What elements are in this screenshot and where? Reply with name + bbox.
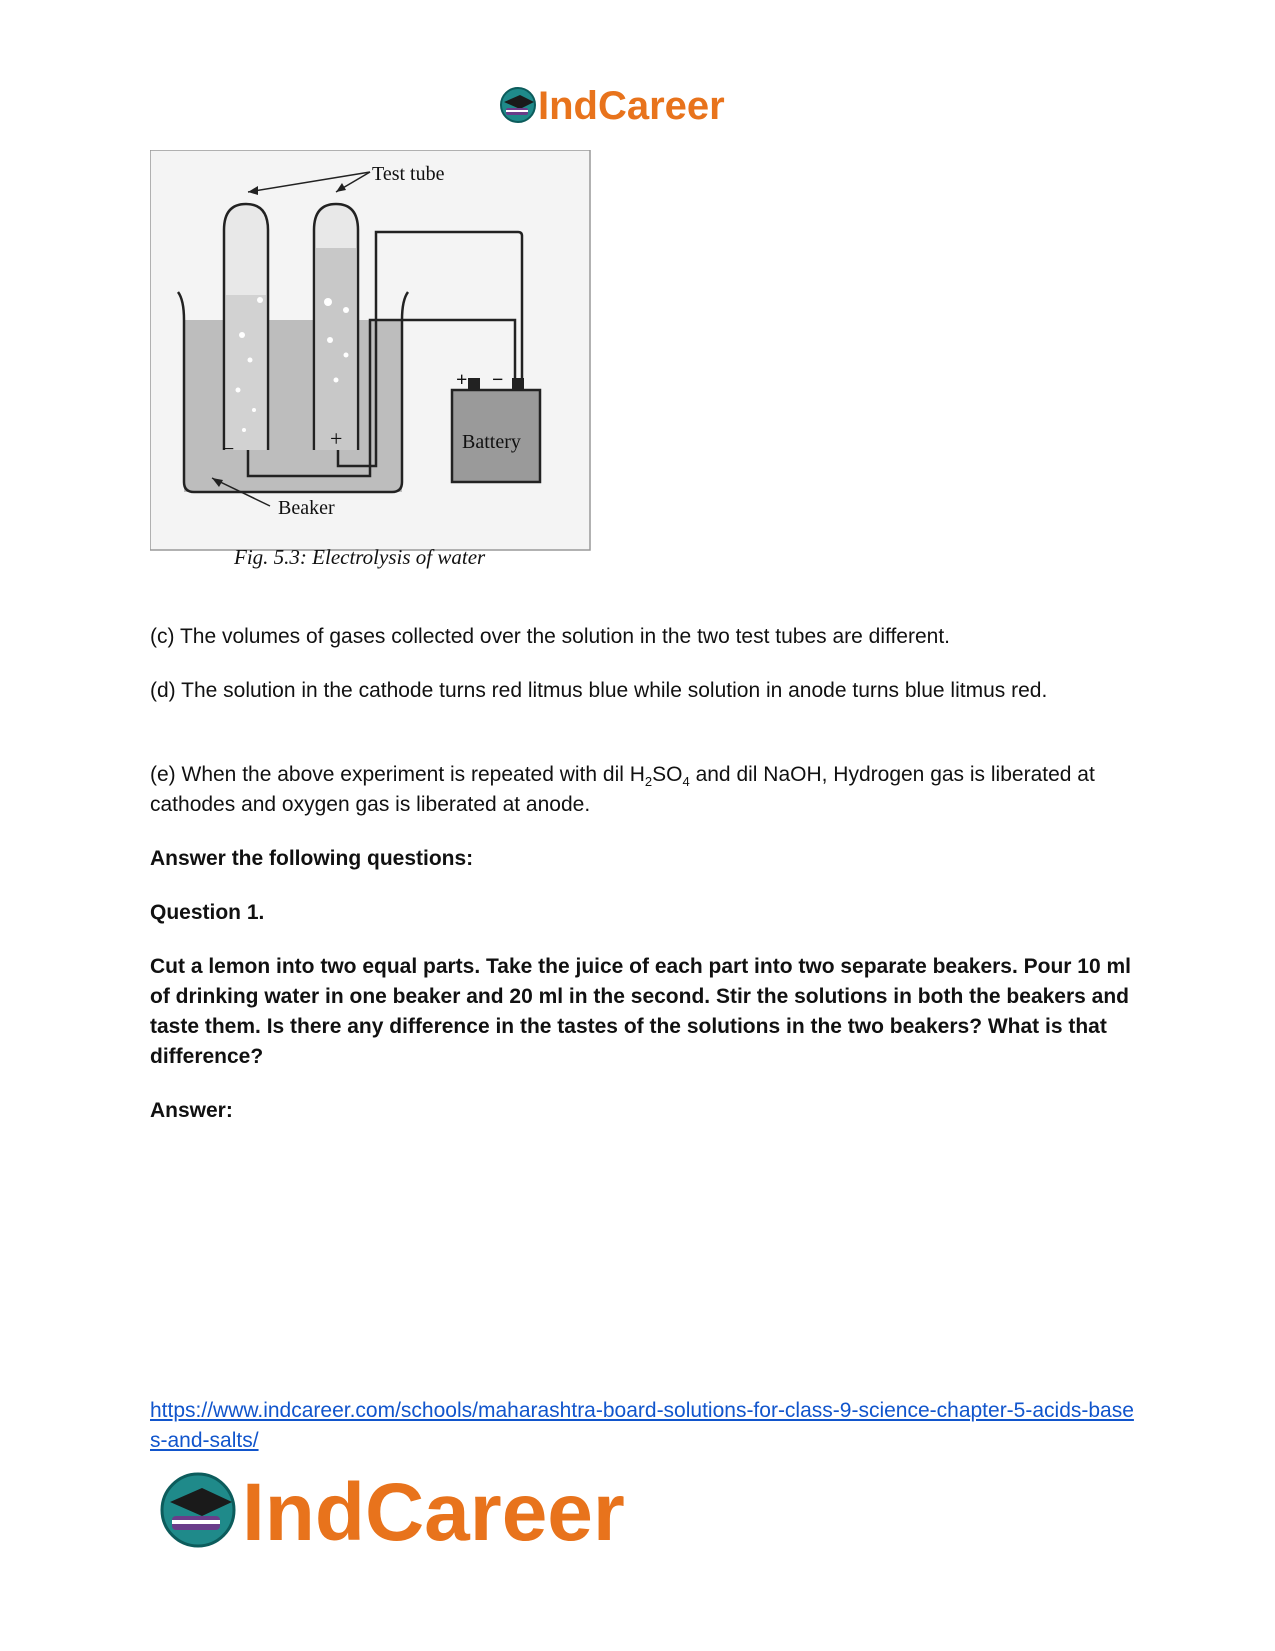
para-e-part2: SO [652,763,683,786]
para-e-sub1: 2 [644,774,653,790]
electrolysis-figure [150,150,608,604]
paragraph-d-text: (d) The solution in the cathode turns red litmus blue while solution in anode turns blue litmus red. [150,679,1048,702]
beaker-label: Beaker [278,497,335,519]
question-label [150,898,1135,928]
footer-logo-text: IndCareer [242,1467,625,1558]
electrolysis-diagram [150,150,608,604]
source-link[interactable]: https://www.indcareer.com/schools/maharashtra-board-solutions-for-class-9-science-chapter-5-acids-bases-and-salts/ [150,1399,1134,1452]
para-e-part1: (e) When the above experiment is repeated with dil H [150,763,645,786]
globe-graduation-cap-icon [162,1474,234,1546]
paragraph-e-text [150,760,1135,820]
battery-plus-label: + [456,369,468,391]
para-e-sub2: 4 [682,774,690,790]
answer-heading-text: Answer the following questions: [150,847,474,870]
minus-electrode-label: − [222,436,235,461]
battery-minus-label: − [492,369,504,391]
paragraph-d [150,676,1135,706]
battery-label: Battery [462,431,521,453]
header-logo-svg [498,80,768,130]
answer-heading [150,844,1135,874]
test-tube-label: Test tube [372,163,445,185]
logo-text: IndCareer [538,84,725,128]
footer-logo [160,1458,700,1558]
question-label-text: Question 1. [150,901,265,924]
header-logo [498,80,768,130]
plus-electrode-label: + [330,426,343,451]
question-text [150,952,1135,1072]
para-e-part3: and dil NaOH, Hydrogen gas is liberated at cathodes and oxygen gas is liberated at anode. [150,763,1095,816]
answer-label [150,1096,1135,1126]
figure-caption: Fig. 5.3: Electrolysis of water [234,545,486,569]
footer-logo-svg [160,1458,700,1558]
globe-graduation-cap-icon [501,88,535,122]
answer-label-text: Answer: [150,1099,233,1122]
question-body-text: Cut a lemon into two equal parts. Take the juice of each part into two separate beakers. Pour 10 ml of drinking water in one beaker and 20 ml in the second. Stir the solutions in both the beakers and taste them. Is there any difference in the tastes of the solutions in the two beakers? What is that difference? [150,955,1132,1068]
paragraph-e [150,760,1135,820]
paragraph-c-text: (c) The volumes of gases collected over the solution in the two test tubes are different. [150,625,950,648]
paragraph-c [150,622,1135,652]
